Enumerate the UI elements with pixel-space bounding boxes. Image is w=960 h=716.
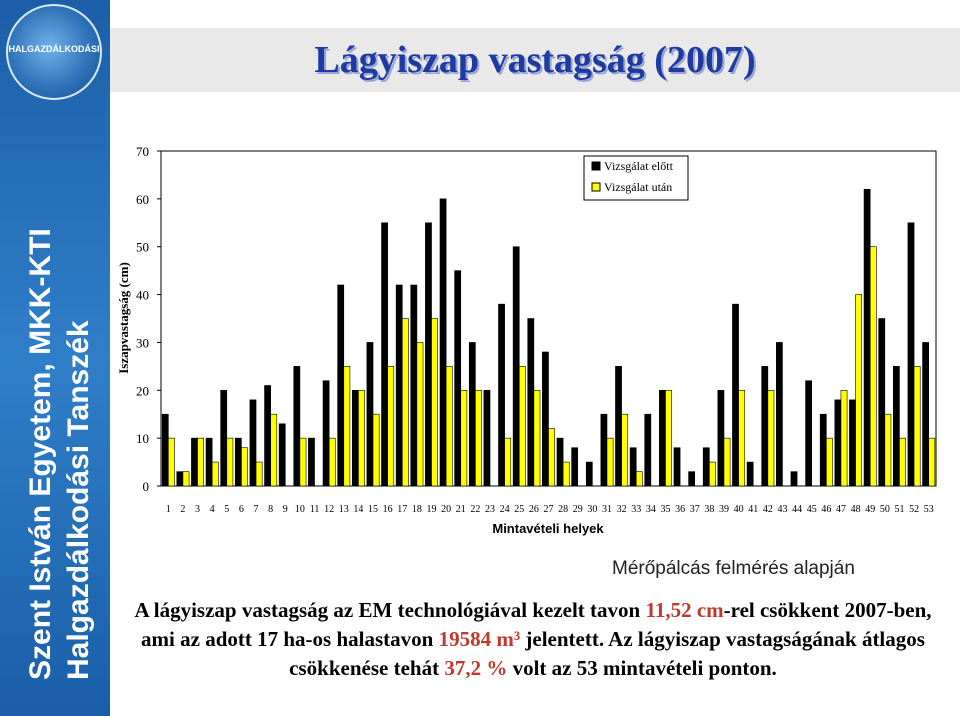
bar-after [461, 390, 467, 486]
sidebar-banner [0, 0, 110, 716]
bar-after [432, 319, 438, 487]
y-tick-label: 20 [136, 383, 149, 399]
x-tick-label: 7 [253, 504, 259, 515]
x-tick-label: 30 [587, 504, 598, 515]
legend-label-before: Vizsgálat előtt [604, 159, 673, 173]
x-tick-label: 51 [894, 504, 905, 515]
bar-before [411, 285, 417, 486]
y-tick-label: 60 [136, 191, 149, 207]
x-axis-label: Mintavételi helyek [492, 521, 604, 536]
x-tick-label: 5 [224, 504, 230, 515]
bar-after [183, 472, 189, 486]
university-logo [6, 4, 102, 100]
bar-before [294, 366, 300, 486]
sidebar-line-university: Szent István Egyetem, MKK-KTI [24, 228, 57, 680]
x-tick-label: 47 [835, 504, 846, 515]
bar-before [718, 390, 724, 486]
x-tick-label: 22 [470, 504, 481, 515]
bar-after [271, 414, 277, 486]
bar-before [542, 352, 548, 486]
bar-after [198, 438, 204, 486]
bar-before [703, 448, 709, 486]
bar-before [732, 304, 738, 486]
bar-before [323, 381, 329, 486]
bar-before [221, 390, 227, 486]
x-tick-label: 15 [368, 504, 379, 515]
bar-after [373, 414, 379, 486]
bar-before [484, 390, 490, 486]
bar-after [768, 390, 774, 486]
summary-part-1: A lágyiszap vastagság az EM technológiával kezelt tavon [134, 598, 646, 622]
x-tick-label: 11 [309, 504, 320, 515]
x-tick-label: 17 [397, 504, 408, 515]
bar-before [791, 472, 797, 486]
bar-before [879, 319, 885, 487]
bar-before [776, 342, 782, 486]
bar-after [212, 462, 218, 486]
bar-before [382, 223, 388, 486]
x-tick-label: 46 [821, 504, 832, 515]
x-tick-label: 49 [865, 504, 876, 515]
legend-swatch-after [592, 183, 600, 191]
x-tick-label: 14 [353, 504, 364, 515]
bar-before [849, 400, 855, 486]
bar-after [417, 342, 423, 486]
bar-before [191, 438, 197, 486]
x-tick-label: 2 [180, 504, 186, 515]
y-tick-label: 0 [142, 479, 149, 494]
y-tick-label: 50 [136, 239, 149, 255]
bar-before [177, 472, 183, 486]
x-tick-label: 42 [762, 504, 773, 515]
bar-after [388, 366, 394, 486]
bar-before [498, 304, 504, 486]
bar-after [899, 438, 905, 486]
x-tick-label: 13 [338, 504, 349, 515]
sidebar-vertical-text [22, 228, 98, 680]
bar-before [820, 414, 826, 486]
x-tick-label: 4 [209, 504, 215, 515]
bar-before [440, 199, 446, 486]
y-axis-label: Iszapvastagság (cm) [116, 262, 131, 374]
bar-after [665, 390, 671, 486]
bar-before [162, 414, 168, 486]
x-tick-label: 44 [792, 504, 803, 515]
x-tick-label: 12 [324, 504, 335, 515]
x-tick-label: 28 [558, 504, 569, 515]
bar-after [344, 366, 350, 486]
slide-title: Lágyiszap vastagság (2007) [314, 39, 756, 81]
x-tick-label: 3 [195, 504, 201, 515]
summary-part-3: jelentett. Az lágyiszap vastagságának átlagos csökkenése tehát [289, 627, 925, 680]
bar-before [923, 342, 929, 486]
x-tick-label: 24 [499, 504, 510, 515]
x-axis [166, 504, 934, 515]
x-tick-label: 43 [777, 504, 788, 515]
x-tick-label: 37 [689, 504, 700, 515]
bar-before [835, 400, 841, 486]
x-tick-label: 41 [748, 504, 759, 515]
bar-before [908, 223, 914, 486]
bar-after [622, 414, 628, 486]
x-tick-label: 21 [455, 504, 466, 515]
bar-after [534, 390, 540, 486]
bar-after [739, 390, 745, 486]
x-tick-label: 33 [631, 504, 642, 515]
bar-after [519, 366, 525, 486]
bar-after [300, 438, 306, 486]
bar-before [762, 366, 768, 486]
bar-after [475, 390, 481, 486]
x-tick-label: 27 [543, 504, 554, 515]
summary-text [118, 596, 948, 683]
bar-after [724, 438, 730, 486]
sidebar-line-department: Halgazdálkodási Tanszék [62, 320, 95, 680]
bar-after [329, 438, 335, 486]
bar-after [826, 438, 832, 486]
bar-before [586, 462, 592, 486]
bar-after [402, 319, 408, 487]
bar-after [241, 448, 247, 486]
x-tick-label: 39 [718, 504, 729, 515]
chart-caption: Mérőpálcás felmérés alapján [612, 558, 855, 579]
x-tick-label: 32 [616, 504, 627, 515]
x-tick-label: 38 [704, 504, 715, 515]
bar-after [446, 366, 452, 486]
bar-before [630, 448, 636, 486]
bar-before [352, 390, 358, 486]
bar-after [885, 414, 891, 486]
bar-after [636, 472, 642, 486]
y-tick-label: 70 [136, 144, 149, 159]
bar-after [256, 462, 262, 486]
bar-after [607, 438, 613, 486]
legend [584, 156, 688, 200]
bar-before [455, 271, 461, 486]
bar-before [645, 414, 651, 486]
legend-swatch-before [592, 162, 600, 170]
bar-before [674, 448, 680, 486]
x-tick-label: 40 [733, 504, 744, 515]
x-tick-label: 18 [411, 504, 422, 515]
x-tick-label: 23 [485, 504, 496, 515]
bar-before [265, 386, 271, 487]
bar-before [367, 342, 373, 486]
bar-before [469, 342, 475, 486]
x-tick-label: 25 [514, 504, 525, 515]
legend-label-after: Vizsgálat után [604, 180, 673, 194]
bar-before [747, 462, 753, 486]
bar-after [841, 390, 847, 486]
summary-part-4: volt az 53 mintavételi ponton. [507, 656, 777, 680]
x-tick-label: 29 [572, 504, 583, 515]
x-tick-label: 10 [294, 504, 305, 515]
bar-before [893, 366, 899, 486]
bar-after [227, 438, 233, 486]
x-tick-label: 34 [645, 504, 656, 515]
x-tick-label: 1 [165, 504, 171, 515]
bar-after [709, 462, 715, 486]
bar-before [557, 438, 563, 486]
bar-after [563, 462, 569, 486]
bar-before [308, 438, 314, 486]
y-axis [136, 144, 161, 494]
bar-before [338, 285, 344, 486]
x-tick-label: 31 [601, 504, 612, 515]
y-tick-label: 30 [136, 335, 149, 351]
bar-after [168, 438, 174, 486]
x-tick-label: 9 [282, 504, 288, 515]
bar-before [396, 285, 402, 486]
bar-before [601, 414, 607, 486]
y-tick-label: 10 [136, 431, 149, 447]
bar-after [929, 438, 935, 486]
bar-before [689, 472, 695, 486]
bar-before [864, 189, 870, 486]
bar-after [856, 295, 862, 486]
summary-value-volume: 19584 m³ [438, 627, 521, 651]
x-tick-label: 20 [441, 504, 452, 515]
x-tick-label: 45 [806, 504, 817, 515]
logo-text: HALGAZDÁLKODÁSI [8, 44, 100, 54]
x-tick-label: 50 [879, 504, 890, 515]
x-tick-label: 35 [660, 504, 671, 515]
x-tick-label: 26 [528, 504, 539, 515]
bar-before [206, 438, 212, 486]
x-tick-label: 48 [850, 504, 861, 515]
bar-before [250, 400, 256, 486]
bar-before [235, 438, 241, 486]
x-tick-label: 53 [923, 504, 934, 515]
summary-value-percent: 37,2 % [444, 656, 508, 680]
bar-before [615, 366, 621, 486]
bar-before [279, 424, 285, 486]
bar-after [505, 438, 511, 486]
bar-before [659, 390, 665, 486]
bar-before [513, 247, 519, 486]
bar-before [572, 448, 578, 486]
x-tick-label: 52 [909, 504, 920, 515]
y-tick-label: 40 [136, 287, 149, 303]
x-tick-label: 36 [675, 504, 686, 515]
bar-before [806, 381, 812, 486]
summary-value-thickness: 11,52 cm [645, 598, 724, 622]
bar-before [425, 223, 431, 486]
x-tick-label: 19 [426, 504, 437, 515]
bar-after [358, 390, 364, 486]
bar-before [528, 319, 534, 487]
bar-after [914, 366, 920, 486]
bar-after [549, 429, 555, 486]
x-tick-label: 8 [268, 504, 274, 515]
bar-after [870, 247, 876, 486]
x-tick-label: 16 [382, 504, 393, 515]
summary-part-2: -rel csökkent 2007-ben, ami az adott 17 ha-os halastavon [141, 598, 932, 651]
x-tick-label: 6 [238, 504, 244, 515]
bar-chart [110, 128, 950, 548]
